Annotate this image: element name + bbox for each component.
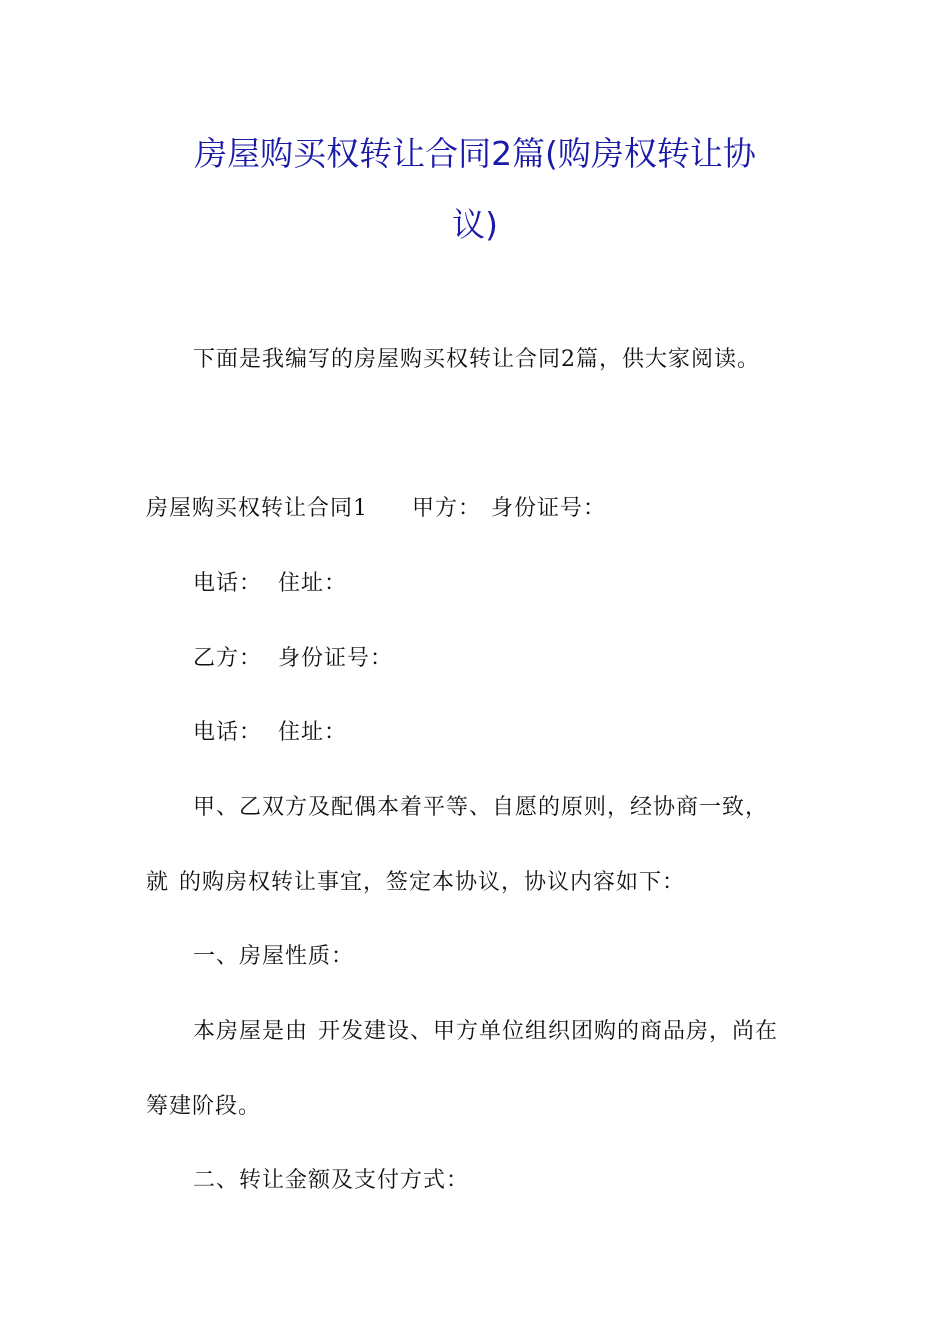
section-1-line-1 [193, 1021, 778, 1043]
section-1-line-1-rest: 开发建设、甲方单位组织团购的商品房，尚在 [318, 1019, 779, 1044]
party-a-address-label: 住址： [278, 571, 348, 596]
section-1-heading: 一、房屋性质： [193, 944, 355, 969]
section-1-line-2: 筹建阶段。 [146, 1094, 262, 1119]
party-a-contact-line [193, 573, 347, 595]
agreement-line-2-start: 就 [146, 870, 170, 895]
party-b-line [193, 648, 393, 670]
party-b-label: 乙方： [193, 646, 263, 671]
intro-paragraph: 下面是我编写的房屋购买权转让合同2篇，供大家阅读。 [193, 347, 760, 372]
party-a-id-label: 身份证号： [491, 496, 607, 521]
document-title-line-2: 议) [452, 205, 498, 244]
contract-heading: 房屋购买权转让合同1 [146, 496, 368, 521]
party-a-line [146, 498, 606, 520]
section-2-heading: 二、转让金额及支付方式： [193, 1168, 470, 1193]
agreement-line-1: 甲、乙双方及配偶本着平等、自愿的原则，经协商一致， [193, 795, 769, 820]
agreement-line-2 [146, 872, 685, 894]
party-b-id-label: 身份证号： [278, 646, 394, 671]
party-b-contact-line [193, 722, 347, 744]
party-b-phone-label: 电话： [193, 720, 263, 745]
party-a-label: 甲方： [412, 496, 482, 521]
party-b-address-label: 住址： [278, 720, 348, 745]
agreement-line-2-rest: 的购房权转让事宜，签定本协议，协议内容如下： [179, 870, 686, 895]
section-1-line-1-start: 本房屋是由 [193, 1019, 309, 1044]
document-title-line-1: 房屋购买权转让合同2篇(购房权转让协 [194, 134, 756, 173]
party-a-phone-label: 电话： [193, 571, 263, 596]
